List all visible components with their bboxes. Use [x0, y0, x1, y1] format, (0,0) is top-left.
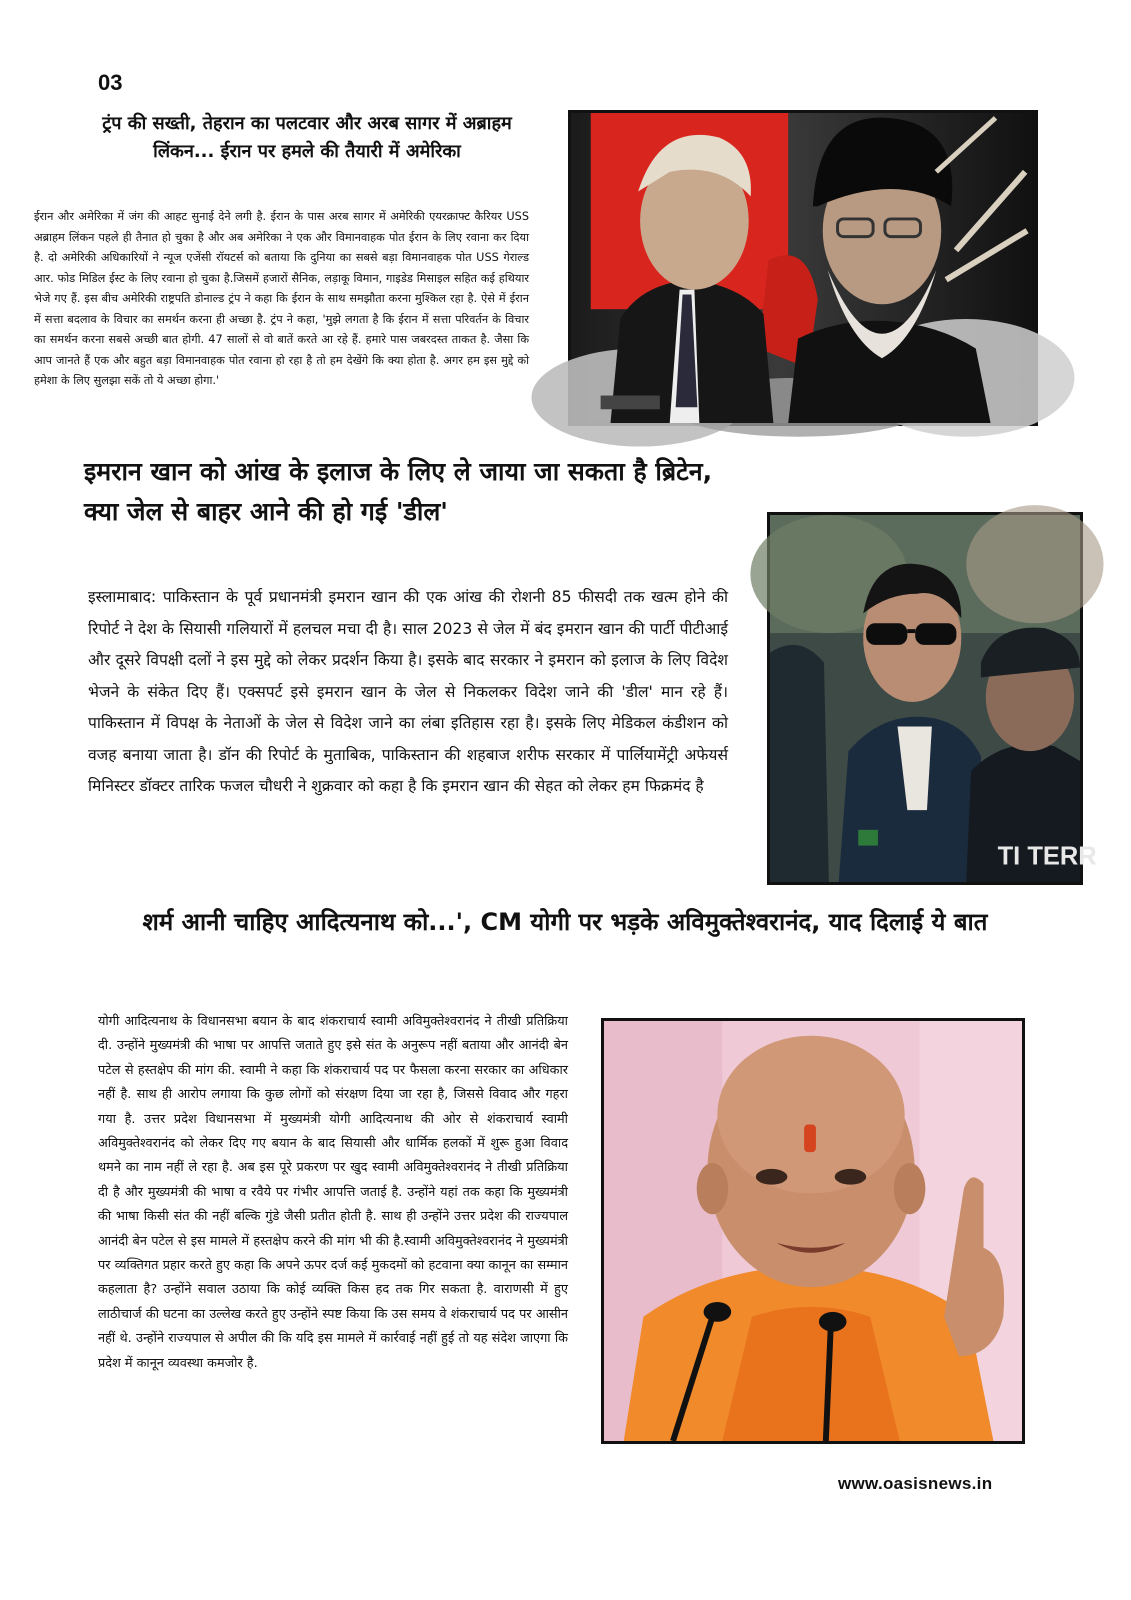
article1-headline: ट्रंप की सख्ती, तेहरान का पलटवार और अरब सागर में अब्राहम लिंकन... ईरान पर हमले की तैयारी में अमेरिका: [102, 113, 512, 162]
page-number: 03: [98, 70, 123, 95]
yogi-adityanath-photo: [601, 1018, 1025, 1444]
article2-body: इस्लामाबाद: पाकिस्तान के पूर्व प्रधानमंत्री इमरान खान की एक आंख की रोशनी 85 फीसदी तक खत्म होने की रिपोर्ट ने देश के सियासी गलियारों में हलचल मचा दी है। साल 2023 से जेल में बंद इमरान खान की पार्टी पीटीआई और दूसरे विपक्षी दलों ने इस मुद्दे को लेकर प्रदर्शन किया है। इसके बाद सरकार ने इमरान को इलाज के लिए विदेश भेजने के संकेत दिए हैं। एक्सपर्ट इसे इमरान खान के जेल से निकलकर विदेश जाने की 'डील' मान रहे हैं। पाकिस्तान में विपक्ष के नेताओं के जेल से विदेश जाने का लंबा इतिहास रहा है। इसके लिए मेडिकल कंडीशन को वजह बनाया जाता है। डॉन की रिपोर्ट के मुताबिक, पाकिस्तान की शहबाज शरीफ सरकार में पार्लियामेंट्री अफेयर्स मिनिस्टर डॉक्टर तारिक फजल चौधरी ने शुक्रवार को कहा है कि इमरान खान की सेहत को लेकर हम फिक्रमंद है: [88, 588, 728, 795]
imran-khan-photo: [767, 512, 1097, 885]
article1-body: ईरान और अमेरिका में जंग की आहट सुनाई देने लगी है. ईरान के पास अरब सागर में अमेरिकी एयरक्राफ्ट कैरियर USS अब्राहम लिंकन पहले ही तैनात हो चुका है और अब अमेरिका ने एक और विमानवाहक पोत ईरान के लिए रवाना कर दिया है. दो अमेरिकी अधिकारियों ने न्यूज एजेंसी रॉयटर्स को बताया कि दुनिया का सबसे बड़ा विमानवाहक पोत USS गेराल्ड आर. फोड मिडिल ईस्ट के लिए रवाना हो चुका है.जिसमें हजारों सैनिक, लड़ाकू विमान, गाइडेड मिसाइल सहित कई हथियार भेजे गए हैं. इस बीच अमेरिकी राष्ट्रपति डोनाल्ड ट्रंप ने कहा कि ईरान के साथ समझौता करना मुश्किल रहा है. ऐसे में ईरान में सत्ता बदलाव के विचार का समर्थन करना ही अच्छा है. ट्रंप ने कहा, 'मुझे लगता है कि ईरान में सत्ता परिवर्तन के विचार का समर्थन करना सबसे अच्छी बात होगी. 47 सालों से वो बातें करते आ रहे हैं. हमारे पास जबरदस्त ताकत है. जैसा कि आप जानते हैं एक और बहुत बड़ा विमानवाहक पोत रवाना हो रहा है तो हम देखेंगे कि क्या होता है. अगर हम इस मुद्दे को हमेशा के लिए सुलझा सकें तो ये अच्छा होगा.': [34, 210, 529, 387]
jacket-text: TI TERR: [997, 842, 1097, 871]
article2-headline: इमरान खान को आंख के इलाज के लिए ले जाया जा सकता है ब्रिटेन, क्या जेल से बाहर आने की हो गई 'डील': [84, 457, 713, 526]
trump-khamenei-photo: [568, 110, 1038, 426]
article3-headline: शर्म आनी चाहिए आदित्यनाथ को...', CM योगी पर भड़के अविमुक्तेश्वरानंद, याद दिलाई ये बात: [142, 908, 988, 936]
website-url[interactable]: www.oasisnews.in: [838, 1474, 993, 1493]
article3-body: योगी आदित्यनाथ के विधानसभा बयान के बाद शंकराचार्य स्वामी अविमुक्तेश्वरानंद ने तीखी प्रतिक्रिया दी. उन्होंने मुख्यमंत्री की भाषा पर आपत्ति जताते हुए इसे संत के अनुरूप नहीं बताया और आनंदी बेन पटेल से हस्तक्षेप की मांग की. स्वामी ने कहा कि शंकराचार्य पद पर फैसला करना सरकार का अधिकार नहीं है. साथ ही आरोप लगाया कि कुछ लोगों को संरक्षण दिया जा रहा है, जिससे विवाद और गहरा गया है. उत्तर प्रदेश विधानसभा में मुख्यमंत्री योगी आदित्यनाथ की ओर से शंकराचार्य स्वामी अविमुक्तेश्वरानंद को लेकर दिए गए बयान के बाद सियासी और धार्मिक हलकों में शुरू हुआ विवाद थमने का नाम नहीं ले रहा है. अब इस पूरे प्रकरण पर खुद स्वामी अविमुक्तेश्वरानंद ने तीखी प्रतिक्रिया दी है और मुख्यमंत्री की भाषा व रवैये पर गंभीर आपत्ति जताई है. उन्होंने यहां तक कहा कि मुख्यमंत्री की भाषा किसी संत की नहीं बल्कि गुंडे जैसी प्रतीत होती है. साथ ही उन्होंने उत्तर प्रदेश की राज्यपाल आनंदी बेन पटेल से इस मामले में हस्तक्षेप करने की मांग भी की है.स्वामी अविमुक्तेश्वरानंद ने मुख्यमंत्री पर व्यक्तिगत प्रहार करते हुए कहा कि अपने ऊपर दर्ज कई मुकदमों को हटवाना क्या कानून का सम्मान कहलाता है? उन्होंने सवाल उठाया कि कोई व्यक्ति किस हद तक गिर सकता है. वाराणसी में हुए लाठीचार्ज की घटना का उल्लेख करते हुए उन्होंने स्पष्ट किया कि उस समय वे शंकराचार्य पद पर आसीन नहीं थे. उन्होंने राज्यपाल से अपील की कि यदि इस मामले में कार्रवाई नहीं हुई तो यह संदेश जाएगा कि प्रदेश में कानून व्यवस्था कमजोर है.: [98, 1014, 568, 1371]
